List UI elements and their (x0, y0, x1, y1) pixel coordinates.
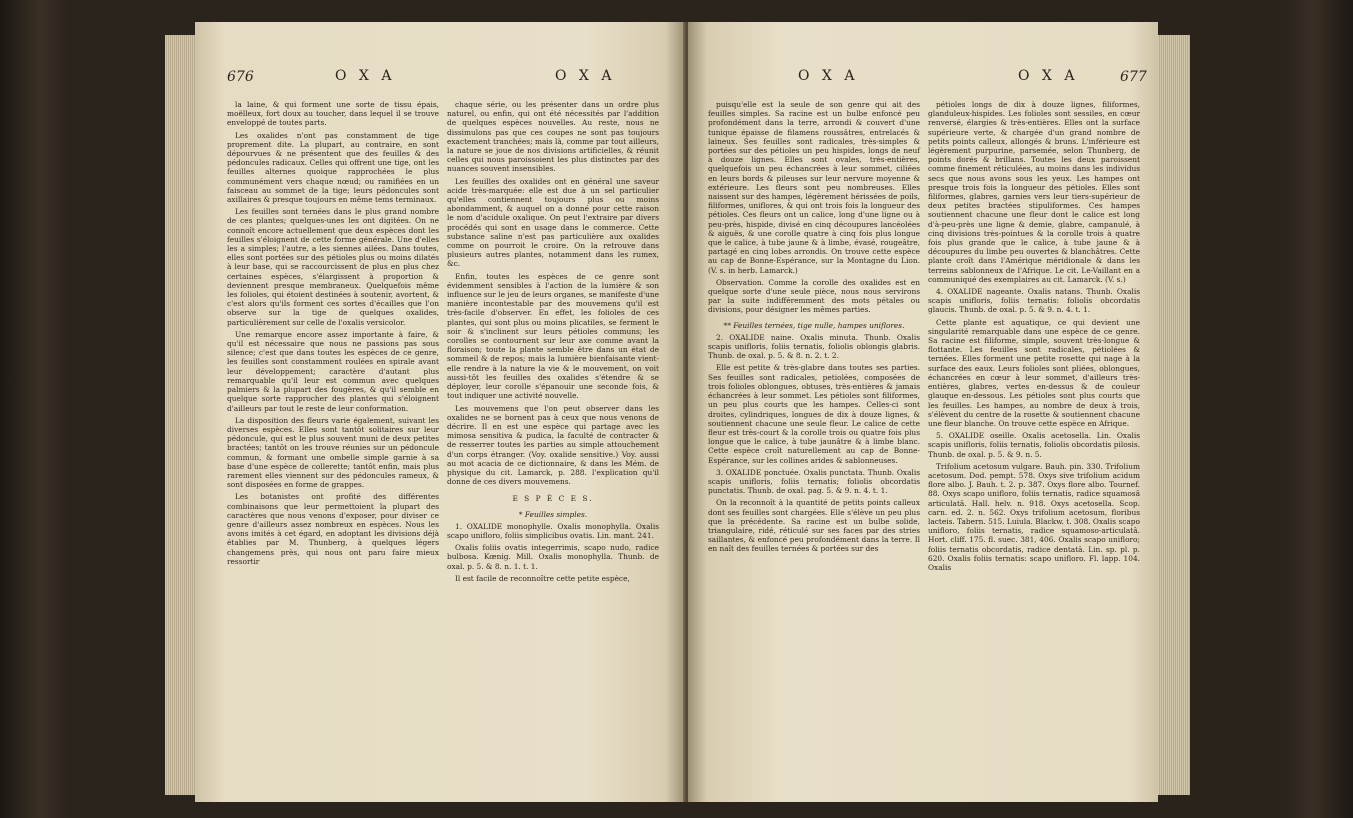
paragraph: chaque série, ou les présenter dans un ordre plus naturel, ou enfin, qui ont été nécessités par l'addition de quelques espèces nouvelles. Au reste, nous ne dissimulons pas que ces coupes ne sont pas toujours exactement tranchées; mais là, comme par tout ailleurs, la nature se joue de nos divisions artificielles, & réunit celles qui nous paroissoient les plus distinctes par des nuances souvent insensibles. (447, 100, 659, 174)
column-2 (447, 100, 659, 586)
running-head: O X A (335, 68, 396, 84)
paragraph: Une remarque encore assez importante à faire, & qu'il est nécessaire que nous ne passions pas sous silence; c'est que dans toutes les espèces de ce genre, les feuilles sont constamment roulées en spirale avant leur développement; caractère d'autant plus remarquable qu'il leur est commun avec quelques palmiers & la plupart des fougères, & qu'il semble en quelque sorte rapprocher des plantes qui s'éloignent d'ailleurs par tout le reste de leur conformation. (227, 329, 439, 413)
paragraph: 2. OXALIDE naine. Oxalis minuta. Thunb. Oxalis scapis unifloris, foliis ternatis, foliolis oblongis glabris. Thunb. de oxal. p. 5. & 8. n. 2. t. 2. (708, 332, 920, 361)
paragraph: Les mouvemens que l'on peut observer dans les oxalides ne se bornent pas à ceux que nous venons de décrire. Il en est une espèce qui partage avec les mimosa sensitiva & pudica, la faculté de contracter & de resserrer toutes les parties au simple attouchement d'un corps étranger. (Voy. oxalide sensitive.) Voy. aussi au mot acacia de ce dictionnaire, & dans les Mém. de physique du cit. Lamarck, p. 288. l'explication qu'il donne de ces divers mouvemens. (447, 403, 659, 487)
paragraph: Les feuilles sont ternées dans le plus grand nombre de ces plantes; quelques-unes les ont digitées. On ne connoît encore actuellement que deux espèces dont les feuilles s'éloignent de cette forme générale. Une d'elles les a simples; l'autre, a les siennes ailées. Dans toutes, elles sont portées sur des pétioles plus ou moins dilatés à leur base, qui se raccourcissent de plus en plus chez certaines espèces, s'élargissent à proportion & deviennent presque membraneux. Quelquefois même les folioles, qui étoient destinées à soutenir, avortent, & c'est alors qu'ils forment ces sortes d'écailles que l'on observe sur la tige de quelques oxalides, particulièrement sur celle de l'oxalis versicolor. (227, 207, 439, 327)
paragraph: pétioles longs de dix à douze lignes, filiformes, glanduleux-hispides. Les folioles sont sessiles, en cœur renversé, élargies & très-entières. Elles ont la surface supérieure verte, & chargée d'un grand nombre de petits points calleux, allongés & bruns. L'inférieure est légèrement purpurine, parsemée, selon Thunberg, de points dorés & brillans. Toutes les deux paroissent comme finement réticulées, au moins dans les individus secs que nous avons sous les yeux. Les hampes ont presque trois fois la longueur des pétioles. Elles sont filiformes, glabres, garnies vers leur tiers-supérieur de deux petites bractées stipuliformes. Ces hampes soutiennent chacune une fleur dont le calice est long d'à-peu-près une ligne & demie, glabre, campanulé, à cinq divisions très-pointues & la corolle trois à quatre fois plus grande que le calice, à tube jaune & à découpures du limbe peu ouvertes & blanchâtres. Cette plante croît dans l'Amérique méridionale & dans les terreins sablonneux de l'Afrique. Le cit. Le-Vaillant en a communiqué des exemplaires au cit. Lamarck. (V. s.) (928, 100, 1140, 284)
section-subtitle: * Feuilles simples. (518, 509, 588, 519)
running-head: O X A (1018, 68, 1079, 84)
section-title: E S P È C E S. (512, 494, 594, 504)
page-number: 676 (227, 69, 254, 85)
paragraph: 4. OXALIDE nageante. Oxalis natans. Thunb. Oxalis scapis unifloris, foliis ternatis: foliolis obcordatis glaucis. Thunb. de oxal. p. 5. & 9. n. 4. t. 1. (928, 287, 1140, 315)
paragraph: Il est facile de reconnoître cette petite espèce, (455, 573, 630, 583)
paragraph: Les feuilles des oxalides ont en général une saveur acide très-marquée: elle est due à un sel particulier qu'elles contiennent toujours plus ou moins abondamment, & auquel on a donné pour cette raison le nom d'acidule oxalique. On peut l'extraire par divers procédés qui sont en usage dans le commerce. Cette substance saline n'est pas particulière aux oxalides comme on pourroit le croire. On la retrouve dans plusieurs autres plantes, notamment dans les rumex, &c. (447, 176, 659, 269)
paragraph: Les oxalides n'ont pas constamment de tige proprement dite. La plupart, au contraire, en sont dépourvues & ne présentent que des feuilles & des pédoncules radicaux. Celles qui offrent une tige, ont les feuilles alternes quoique rapprochées le plus communément vers chaque nœud; ou ramifiées en un faisceau au sommet de la tige; leurs pédoncules sont axillaires & presque toujours en même tems terminaux. (227, 130, 439, 205)
running-head: O X A (798, 68, 859, 84)
paragraph: la laine, & qui forment une sorte de tissu épais, moëlleux, fort doux au toucher, dans lequel il se trouve enveloppé de toutes parts. (227, 100, 439, 128)
column-1 (227, 100, 439, 569)
section-subtitle: ** Feuilles ternées, tige nulle, hampes uniflores. (723, 320, 905, 330)
left-page (195, 22, 685, 802)
paragraph: Les botanistes ont profité des différentes combinaisons que leur permettoient la plupart des caractères que nous venons d'exposer, pour diviser ce genre d'ailleurs assez nombreux en espèces. Nous les avons imités à cet égard, en adoptant les divisions déjà établies par M. Thunberg, à quelques légers changemens près, qui nous ont paru faire mieux ressortir (227, 492, 439, 566)
paragraph: Enfin, toutes les espèces de ce genre sont évidemment sensibles à l'action de la lumière & son influence sur le jeu de leurs organes, se manifeste d'une manière incontestable par des mouvemens qu'il est très-facile d'observer. En effet, les folioles de ces plantes, qui sont plus ou moins plicatiles, se ferment le soir & s'inclinent sur leurs pétioles communs; les corolles se contournent sur leur axe comme avant la floraison; toute la plante semble être dans un état de sommeil & de repos; mais la lumière bienfaisante vient-elle rendre à la nature la vie & le mouvement, on voit aussi-tôt les feuilles des oxalides s'étendre & se déployer, leur corolle s'épanouir une seconde fois, & tout indiquer une activité nouvelle. (447, 271, 659, 401)
paragraph: 1. OXALIDE monophylle. Oxalis monophylla. Oxalis scapo unifloro, foliis simplicibus ovatis. Lin. mant. 241. (447, 521, 659, 540)
column-2 (928, 100, 1140, 575)
paragraph: Trifolium acetosum vulgare. Bauh. pin. 330. Trifolium acetosum. Dod. pempt. 578. Oxys sive trifolium acidum flore albo. J. Bauh. t. 2. p. 387. Oxys flore albo. Tournef. 88. Oxys scapo unifloro, foliis ternatis, radice squamosâ articulatâ. Hall. helv. n. 918. Oxys acetosella. Scop. carn. ed. 2. n. 562. Oxys trifolium acetosum, floribus lacteis. Tabern. 515. Luiula. Blackw. t. 308. Oxalis scapo unifloro, foliis ternatis, radice squamoso-articulatâ. Hort. cliff. 175. fl. suec. 381, 406. Oxalis scapo unifloro; foliis ternatis obcordatis, radice dentatâ. Lin. sp. pl. p. 620. Oxalis foliis ternatis: scapo unifloro. Fl. lapp. 104. Oxalis (928, 461, 1140, 572)
page-number: 677 (1120, 69, 1147, 85)
paragraph: Cette plante est aquatique, ce qui devient une singularité remarquable dans une espèce de ce genre. Sa racine est filiforme, simple, souvent très-longue & flottante. Les feuilles sont radicales, pétiolées & ternées. Elles forment une petite rosette qui nage à la surface des eaux. Leurs folioles sont pliées, oblongues, échancrées en cœur à leur sommet, d'ailleurs très-entières, glabres, vertes en-dessus & de couleur glauque en-dessous. Les pétioles sont plus courts que les feuilles. Les hampes, au nombre de deux à trois, s'élèvent du centre de la rosette & soutiennent chacune une fleur blanche. On trouve cette espèce en Afrique. (928, 317, 1140, 428)
page-edges-left (165, 35, 197, 795)
paragraph: La disposition des fleurs varie également, suivant les diverses espèces. Elles sont tantôt solitaires sur leur pédoncule, qui est le plus souvent muni de deux petites bractées; tantôt on les trouve réunies sur un pédoncule commun, & formant une ombelle simple garnie à sa base d'une espèce de collerette; tantôt enfin, mais plus rarement elles viennent sur des pédoncules rameux, & sont disposées en forme de grappes. (227, 415, 439, 490)
paragraph: On la reconnoît à la quantité de petits points calleux dont ses feuilles sont chargées. Elle s'élève un peu plus que la précédente. Sa racine est un bulbe solide, triangulaire, ridé, réticulé sur ses faces par des stries saillantes, & enfoncé peu profondément dans la terre. Il en naît des feuilles ternées & portées sur des (708, 498, 920, 554)
paragraph: Oxalis foliis ovatis integerrimis, scapo nudo, radice bulbosa. Kœnig. Mill. Oxalis monophylla. Thunb. de oxal. p. 5. & 8. n. 1. t. 1. (447, 543, 659, 571)
paragraph: 5. OXALIDE oseille. Oxalis acetosella. Lin. Oxalis scapis unifloris, foliis ternatis, foliolis obcordatis pilosis. Thunb. de oxal. p. 5. & 9. n. 5. (928, 431, 1140, 459)
paragraph: Observation. Comme la corolle des oxalides est en quelque sorte d'une seule pièce, nous nous servirons par la suite indifféremment des mots pétales ou divisions, pour désigner les mêmes parties. (708, 277, 920, 315)
column-1 (708, 100, 920, 557)
page-edges-right (1156, 35, 1190, 795)
paragraph: puisqu'elle est la seule de son genre qui ait des feuilles simples. Sa racine est un bulbe enfoncé peu profondément dans la terre, arrondi & couvert d'une tunique épaisse de filamens roussâtres, entrelacés & laineux. Ses feuilles sont radicales, très-simples & portées sur des pétioles un peu hispides, longs de neuf à douze lignes. Elles sont ovales, très-entières, quelquefois un peu échancrées à leur sommet, ciliées en leurs bords & pileuses sur leur nervure moyenne & extérieure. Les fleurs sont peu nombreuses. Elles naissent sur des hampes, légèrement hérissées de poils, filiformes, uniflores, & qui ont trois fois la longueur des pétioles. Ces fleurs ont un calice, long d'une ligne ou à peu-près, hispide, divisé en cinq découpures lancéolées & aiguës, & une corolle quatre à cinq fois plus longue que le calice, à tube jaune & à limbe, évasé, rougeâtre, partagé en cinq lobes arrondis. On trouve cette espèce au cap de Bonne-Espérance, sur la Montagne du Lion. (V. s. in herb. Lamarck.) (708, 100, 920, 275)
paragraph: 3. OXALIDE ponctuée. Oxalis punctata. Thunb. Oxalis scapis unifloris, foliis ternatis; foliolis obcordatis punctatis. Thunb. de oxal. pag. 5. & 9. n. 4. t. 1. (708, 467, 920, 496)
right-page (688, 22, 1158, 802)
paragraph: Elle est petite & très-glabre dans toutes ses parties. Ses feuilles sont radicales, petiolées, composées de trois folioles oblongues, obtuses, très-entières & jamais échancrées à leur sommet. Les pétioles sont filiformes, un peu plus courts que les hampes. Celles-ci sont droites, cylindriques, longues de dix à douze lignes, & soutiennent chacune une seule fleur. Le calice de cette fleur est très-court & la corolle trois ou quatre fois plus longue que le calice, à tube jaunâtre & à limbe blanc. Cette espèce croît naturellement au cap de Bonne-Espérance, sur les collines arides & sablonneuses. (708, 363, 920, 465)
running-head: O X A (555, 68, 616, 84)
